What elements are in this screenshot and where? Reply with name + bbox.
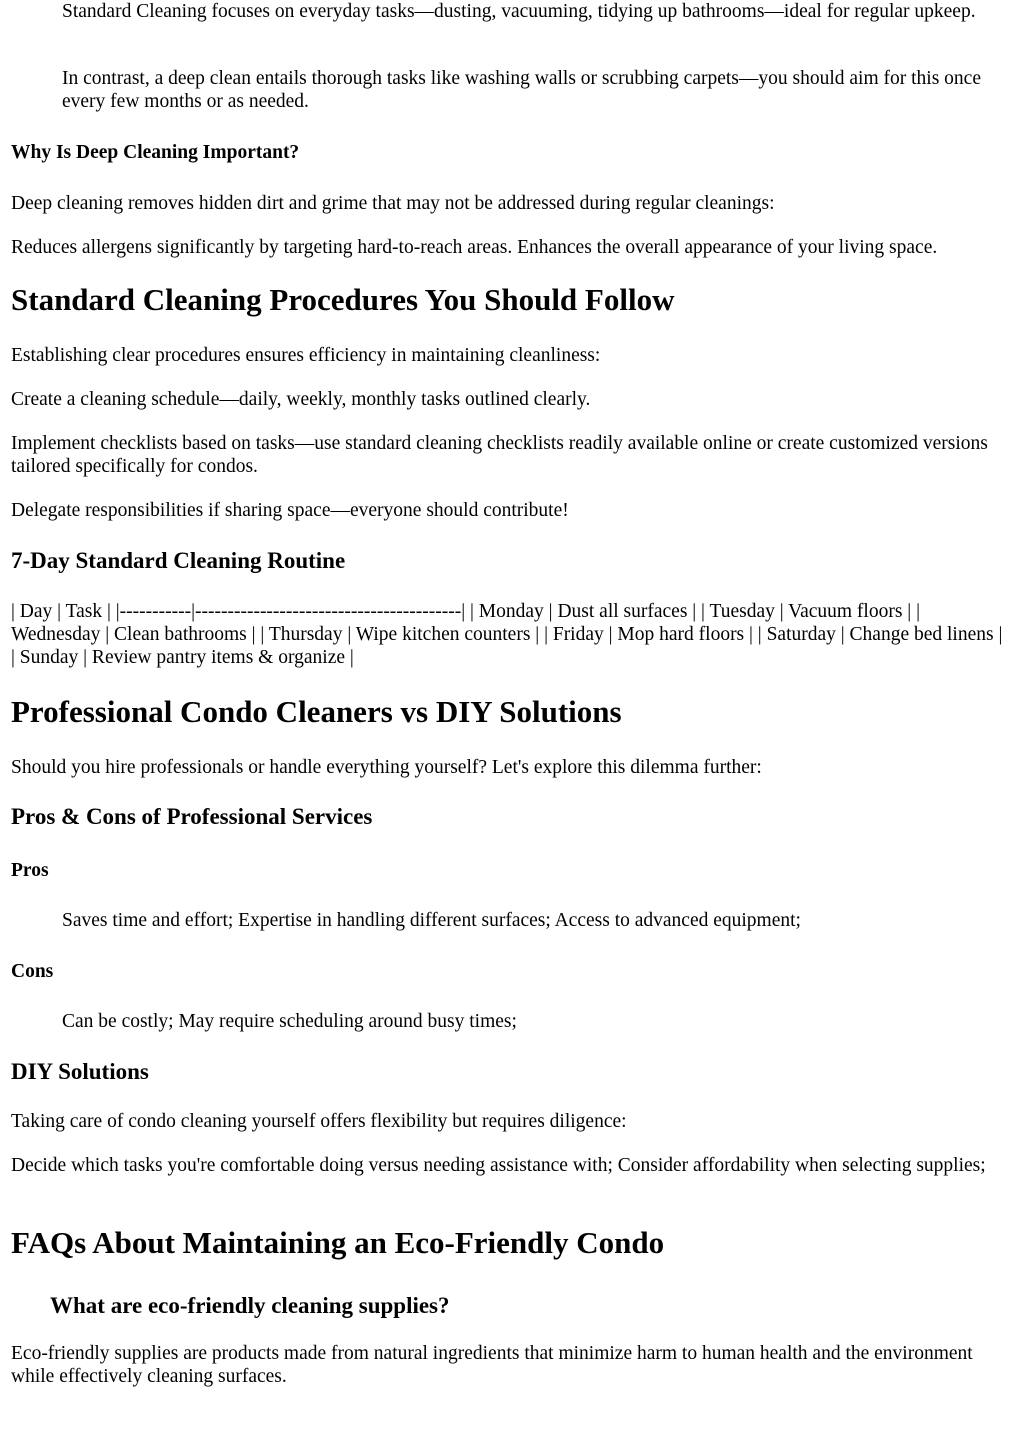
professional-heading: Professional Condo Cleaners vs DIY Solutions [11,694,622,729]
professional-lead: Should you hire professionals or handle everything yourself? Let's explore this dilemma further: [11,757,762,778]
why-deep-cleaning-lead: Deep cleaning removes hidden dirt and grime that may not be addressed during regular cleanings: [11,193,775,214]
pros-text: Saves time and effort; Expertise in handling different surfaces; Access to advanced equipment; [62,910,801,931]
diy-text: Decide which tasks you're comfortable doing versus needing assistance with; Consider affordability when selecting supplies; [11,1155,986,1176]
standard-cleaning-paragraph: Standard Cleaning focuses on everyday tasks—dusting, vacuuming, tidying up bathrooms—ideal for regular upkeep. [62,1,976,22]
cons-text: Can be costly; May require scheduling around busy times; [62,1011,517,1032]
procedures-item-schedule: Create a cleaning schedule—daily, weekly, monthly tasks outlined clearly. [11,389,591,410]
pros-label: Pros [11,860,49,881]
deep-clean-paragraph: In contrast, a deep clean entails thorough tasks like washing walls or scrubbing carpets—you should aim for this once every few months or as needed. [62,68,981,112]
cons-label: Cons [11,961,54,982]
faq-question-1: What are eco-friendly cleaning supplies? [50,1293,450,1318]
procedures-lead: Establishing clear procedures ensures efficiency in maintaining cleanliness: [11,345,601,366]
routine-heading: 7-Day Standard Cleaning Routine [11,548,346,573]
procedures-item-delegate: Delegate responsibilities if sharing space—everyone should contribute! [11,500,569,521]
procedures-heading: Standard Cleaning Procedures You Should Follow [11,282,675,317]
diy-heading: DIY Solutions [11,1059,149,1084]
faq-answer-1: Eco-friendly supplies are products made from natural ingredients that minimize harm to human health and the environment while effectively cleaning surfaces. [11,1343,973,1387]
pros-cons-heading: Pros & Cons of Professional Services [11,804,373,829]
diy-lead: Taking care of condo cleaning yourself offers flexibility but requires diligence: [11,1111,627,1132]
procedures-item-checklists: Implement checklists based on tasks—use standard cleaning checklists readily available online or create customized versions tailored specifically for condos. [11,433,988,477]
routine-table-text: | Day | Task | |-----------|-----------------------------------------| | Monday | Dust all surfaces | | Tuesday | Vacuum floors | | Wednesday | Clean bathrooms | | Thursday | Wipe kitchen counters | | Friday | Mop hard floors | | Saturday | Change bed linens | | Sunday | Review pantry items & organize | [11,601,1003,668]
faq-heading: FAQs About Maintaining an Eco-Friendly Condo [11,1225,665,1260]
why-deep-cleaning-heading: Why Is Deep Cleaning Important? [11,142,300,163]
why-deep-cleaning-points: Reduces allergens significantly by targeting hard-to-reach areas. Enhances the overall appearance of your living space. [11,237,938,258]
